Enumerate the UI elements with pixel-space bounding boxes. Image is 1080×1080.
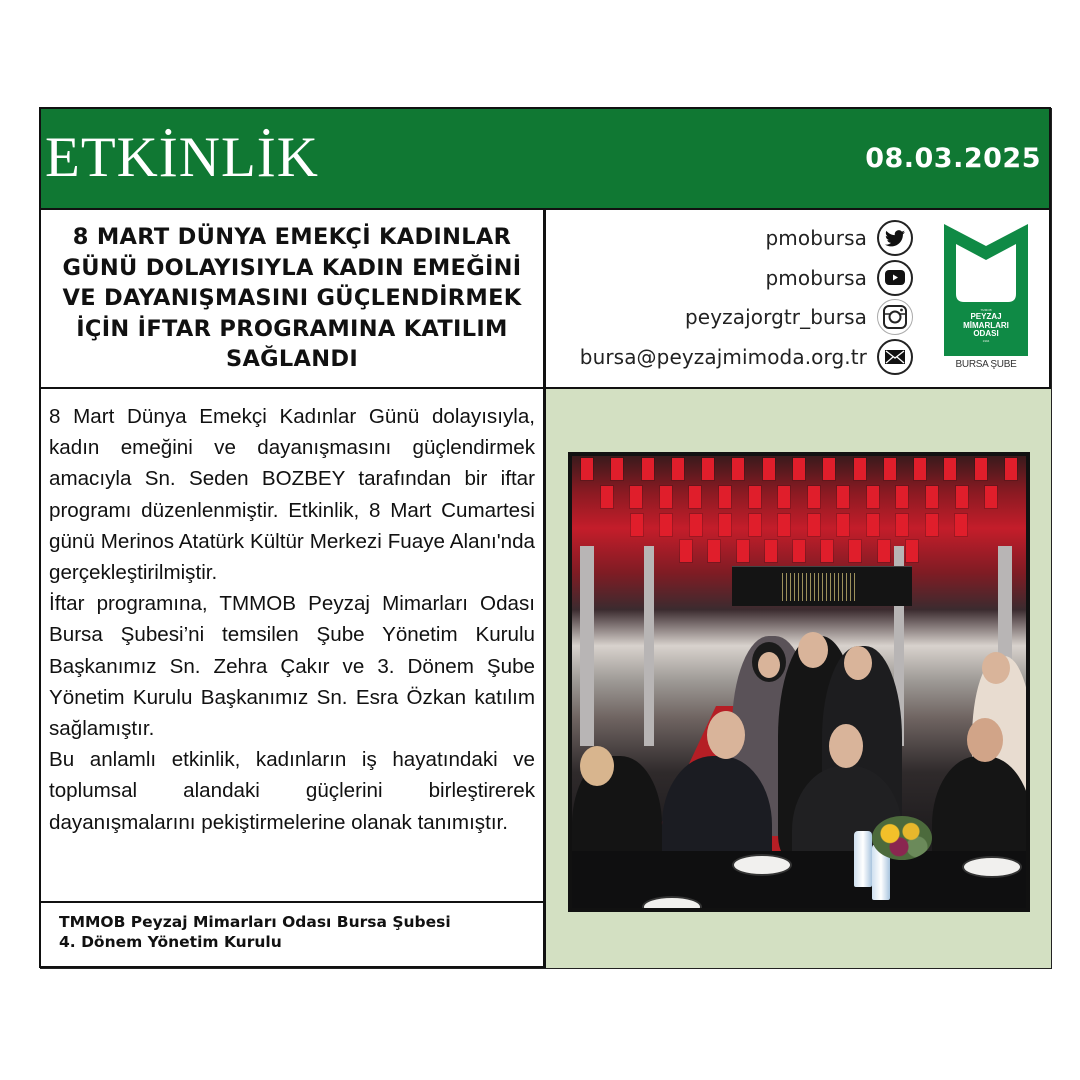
contact-twitter[interactable] (766, 218, 913, 258)
instagram-icon[interactable] (877, 299, 913, 335)
footer-line-1: TMMOB Peyzaj Mimarları Odası Bursa Şubesi (59, 913, 451, 931)
logo-caption: BURSA ŞUBE (955, 359, 1017, 370)
paragraph-3: Bu anlamlı etkinlik, kadınların iş hayatındaki ve toplumsal alandaki güçlerini birleştirerek dayanışmalarını pekiştirmelerine olanak tanımıştır. (49, 748, 535, 834)
email-address[interactable]: bursa@peyzajmimoda.org.tr (579, 344, 867, 369)
headline-cell (41, 210, 543, 389)
contact-email[interactable] (580, 337, 913, 377)
contact-youtube[interactable] (766, 258, 913, 298)
paragraph-1: 8 Mart Dünya Emekçi Kadınlar Günü dolayısıyla, kadın emeğini ve dayanışmasını güçlendirmek amacıyla Sn. Seden BOZBEY tarafından bir iftar programı düzenlenmiştir. Etkinlik, 8 Mart Cumartesi günü Merinos Atatürk Kültür Merkezi Fuaye Alanı'nda gerçekleştirilmiştir. (49, 405, 535, 585)
footer-line-2: 4. Dönem Yönetim Kurulu (59, 933, 282, 951)
paragraph-2: İftar programına, TMMOB Peyzaj Mimarları Odası Bursa Şubesi’ni temsilen Şube Yönetim Kurulu Başkanımız Sn. Zehra Çakır ve 3. Dönem Şube Yönetim Kurulu Başkanımız Sn. Esra Özkan katılım sağlamıştır. (49, 592, 535, 741)
logo-text: TMMOB PEYZAJ MİMARLARI ODASI 1994 (963, 308, 1009, 343)
twitter-icon[interactable] (877, 220, 913, 256)
header-band (41, 109, 1049, 210)
youtube-handle[interactable]: pmobursa (765, 265, 867, 290)
event-date: 08.03.2025 (865, 143, 1041, 174)
contact-list (580, 218, 913, 376)
signature-footer (41, 903, 543, 968)
contact-instagram[interactable] (685, 297, 913, 337)
event-photo (568, 452, 1030, 912)
mail-icon[interactable] (877, 339, 913, 375)
contact-cell (546, 210, 1051, 389)
twitter-handle[interactable]: pmobursa (765, 226, 867, 250)
event-poster (39, 107, 1051, 968)
article-body (41, 389, 543, 903)
youtube-icon[interactable] (877, 260, 913, 296)
organization-logo (944, 224, 1028, 376)
photo-panel (546, 389, 1051, 968)
headline: 8 MART DÜNYA EMEKÇİ KADINLAR GÜNÜ DOLAYISIYLA KADIN EMEĞİNİ VE DAYANIŞMASINI GÜÇLENDİRMEK İÇİN İFTAR PROGRAMINA KATILIM SAĞLANDI (62, 224, 522, 373)
instagram-handle[interactable]: peyzajorgtr_bursa (685, 305, 867, 329)
page-title: ETKİNLİK (45, 126, 319, 189)
